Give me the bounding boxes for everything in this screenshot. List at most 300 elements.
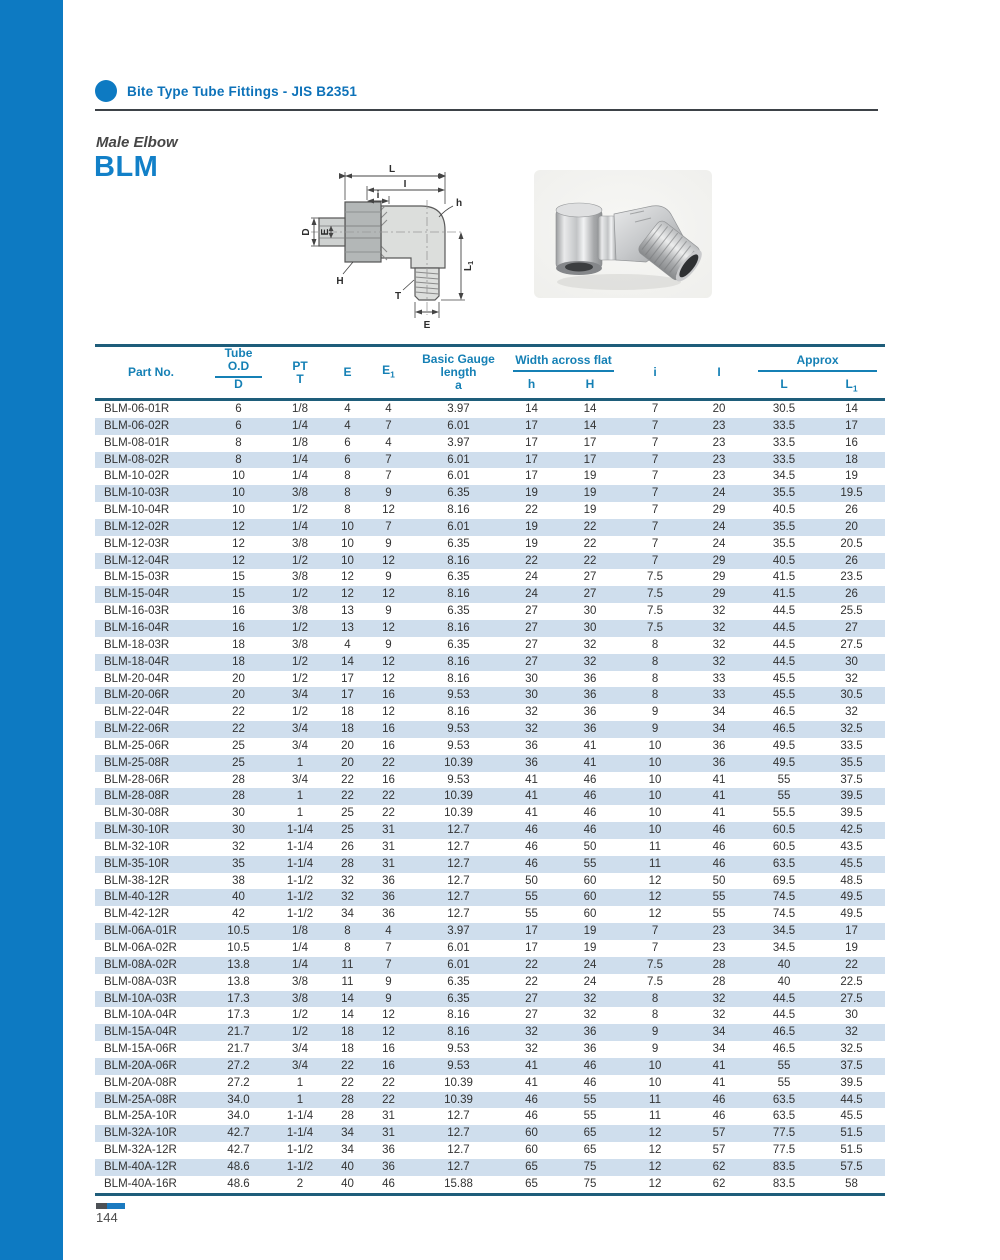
table-row xyxy=(95,805,885,822)
dimension-cell: 27 xyxy=(525,1009,538,1022)
dimension-cell: 9.53 xyxy=(447,739,470,752)
dimension-cell: 24 xyxy=(583,958,597,971)
dimension-cell: 36 xyxy=(583,723,597,736)
page-number: 144 xyxy=(96,1210,118,1225)
dimension-cell: 32 xyxy=(583,655,597,668)
dimension-cell: 12 xyxy=(341,588,354,601)
dimension-cell: 46 xyxy=(583,807,597,820)
part-no-cell: BLM-06A-01R xyxy=(104,925,177,938)
dimension-cell: 55 xyxy=(583,857,597,870)
dimension-cell: 16 xyxy=(382,1043,395,1056)
part-no-cell: BLM-15-04R xyxy=(104,588,170,601)
dim-label-H: H xyxy=(336,276,344,287)
dimension-cell: 20 xyxy=(341,739,354,752)
dimension-cell: 6.35 xyxy=(447,537,470,550)
dimension-cell: 32 xyxy=(525,1026,538,1039)
dimension-cell: 18 xyxy=(341,723,354,736)
dimension-cell: 9.53 xyxy=(447,773,470,786)
col-header-pt: PT T xyxy=(292,358,308,386)
dimension-cell: 12 xyxy=(382,1009,395,1022)
part-no-cell: BLM-10-04R xyxy=(104,504,170,517)
dimension-cell: 32.5 xyxy=(840,723,863,736)
part-no-cell: BLM-20A-08R xyxy=(104,1076,177,1089)
part-no-cell: BLM-16-03R xyxy=(104,605,170,618)
dimension-cell: 3/4 xyxy=(292,689,308,702)
dimension-cell: 42.7 xyxy=(227,1144,250,1157)
dimension-cell: 37.5 xyxy=(840,1059,863,1072)
dimension-cell: 34 xyxy=(712,706,726,719)
dimension-cell: 11 xyxy=(649,840,661,853)
dimension-cell: 30 xyxy=(845,655,858,668)
dimension-cell: 36 xyxy=(382,908,395,921)
dimension-cell: 22 xyxy=(382,790,395,803)
dimension-cell: 20 xyxy=(232,689,245,702)
dimension-cell: 6 xyxy=(235,403,242,415)
table-row xyxy=(95,889,885,906)
dimension-cell: 1-1/2 xyxy=(286,874,314,887)
dimension-cell: 55 xyxy=(777,790,791,803)
dimension-cell: 49.5 xyxy=(772,756,796,769)
dim-label-L: L xyxy=(388,164,396,175)
dimension-cell: 1-1/2 xyxy=(286,891,314,904)
dimension-cell: 1-1/2 xyxy=(286,1144,314,1157)
dimension-cell: 36 xyxy=(583,672,597,685)
dimension-cell: 22 xyxy=(525,975,538,988)
table-row xyxy=(95,873,885,890)
col-group-approx: Approx xyxy=(750,346,885,379)
dimension-cell: 3/4 xyxy=(292,773,308,786)
table-row xyxy=(95,755,885,772)
dimension-cell: 46 xyxy=(583,1059,597,1072)
dimension-cell: 83.5 xyxy=(772,1160,796,1173)
dimension-cell: 7 xyxy=(385,520,392,533)
dimension-cell: 60 xyxy=(583,891,597,904)
dimension-cell: 8 xyxy=(344,942,351,954)
dimension-cell: 28 xyxy=(232,790,245,803)
dimension-cell: 18 xyxy=(341,1043,354,1056)
brand-dot-icon xyxy=(95,80,117,102)
dimension-cell: 1/4 xyxy=(292,942,308,954)
dimension-cell: 1-1/4 xyxy=(286,1110,314,1123)
part-no-cell: BLM-28-06R xyxy=(104,773,170,786)
dimension-cell: 14 xyxy=(341,992,354,1005)
dimension-cell: 8 xyxy=(344,487,351,500)
dimension-cell: 32 xyxy=(712,621,726,634)
dimension-cell: 48.6 xyxy=(227,1160,250,1173)
table-row xyxy=(95,502,885,519)
dimension-cell: 1/2 xyxy=(292,672,308,685)
dimension-cell: 58 xyxy=(845,1177,858,1190)
dimension-cell: 32 xyxy=(232,840,245,853)
dimension-cell: 75 xyxy=(583,1160,597,1173)
dimension-cell: 65 xyxy=(525,1160,538,1173)
table-row xyxy=(95,1159,885,1176)
table-row xyxy=(95,687,885,704)
dimension-cell: 16 xyxy=(382,773,395,786)
dimension-cell: 10.5 xyxy=(227,925,250,938)
dimension-cell: 41 xyxy=(712,1076,726,1089)
dimension-cell: 12.7 xyxy=(447,874,470,887)
dimension-cell: 22 xyxy=(382,1093,395,1106)
dimension-cell: 17 xyxy=(525,453,538,466)
dimension-cell: 10 xyxy=(341,520,354,533)
dimension-cell: 17 xyxy=(525,436,538,449)
dimension-cell: 44.5 xyxy=(772,1009,796,1022)
dimension-cell: 12 xyxy=(648,1160,662,1173)
dimension-cell: 7 xyxy=(651,419,659,432)
dimension-cell: 12 xyxy=(382,554,395,567)
dimension-cell: 46.5 xyxy=(772,723,796,736)
dimension-cell: 30.5 xyxy=(840,689,863,702)
dimension-cell: 22 xyxy=(341,790,354,803)
dimension-cell: 3/8 xyxy=(292,605,308,618)
dimension-cell: 4 xyxy=(385,436,392,449)
dimension-cell: 3/8 xyxy=(292,571,308,584)
dimension-cell: 7 xyxy=(651,487,659,500)
dimension-cell: 12 xyxy=(648,908,662,921)
table-row xyxy=(95,906,885,923)
dimension-cell: 74.5 xyxy=(772,891,796,904)
dimension-cell: 36 xyxy=(583,689,597,702)
dimension-cell: 1/2 xyxy=(292,621,308,634)
dimension-cell: 21.7 xyxy=(227,1043,250,1056)
dimension-cell: 22.5 xyxy=(840,975,863,988)
dimension-cell: 62 xyxy=(712,1177,726,1190)
dimension-cell: 7.5 xyxy=(647,571,664,584)
dimension-cell: 10.39 xyxy=(444,1076,473,1089)
dimension-cell: 1-1/4 xyxy=(286,824,314,837)
dimension-cell: 46 xyxy=(525,1093,538,1106)
part-no-cell: BLM-35-10R xyxy=(104,857,170,870)
part-no-cell: BLM-40A-16R xyxy=(104,1177,177,1190)
dimension-cell: 62 xyxy=(712,1160,726,1173)
dimension-cell: 55 xyxy=(583,1110,597,1123)
page-header xyxy=(95,80,878,102)
col-header-part-no: Part No. xyxy=(127,365,174,379)
dimension-cell: 8 xyxy=(651,655,659,668)
product-photo xyxy=(534,170,712,303)
dimension-cell: 26 xyxy=(845,554,858,567)
table-row xyxy=(95,519,885,536)
dimension-cell: 9 xyxy=(651,723,659,736)
dimension-cell: 33 xyxy=(712,689,726,702)
dimension-cell: 26 xyxy=(341,840,354,853)
dimension-cell: 17 xyxy=(525,470,538,483)
dimension-cell: 43.5 xyxy=(840,840,863,853)
dimension-cell: 41 xyxy=(525,773,538,786)
dim-label-D: D xyxy=(301,228,312,236)
dimension-cell: 36 xyxy=(382,874,395,887)
part-no-cell: BLM-25A-10R xyxy=(104,1110,177,1123)
dimension-cell: 11 xyxy=(341,975,354,988)
dimension-cell: 50 xyxy=(712,874,726,887)
dimension-cell: 12 xyxy=(232,554,245,567)
dimension-cell: 28 xyxy=(712,975,726,988)
dimension-cell: 57.5 xyxy=(840,1160,863,1173)
dimension-cell: 42 xyxy=(232,908,245,921)
dimension-cell: 1/2 xyxy=(292,655,308,668)
dimension-cell: 10 xyxy=(648,807,662,820)
dimension-cell: 10 xyxy=(232,487,245,500)
dimension-cell: 3/4 xyxy=(292,1043,308,1056)
table-row xyxy=(95,1024,885,1041)
dimension-cell: 46.5 xyxy=(772,1043,796,1056)
header-divider xyxy=(95,109,878,111)
dimension-cell: 18 xyxy=(845,453,858,466)
col-header-e1: $E_1$ xyxy=(382,362,395,380)
part-no-cell: BLM-08A-02R xyxy=(104,958,177,971)
dimension-cell: 41 xyxy=(712,1059,726,1072)
dimension-cell: 50 xyxy=(583,840,597,853)
part-no-cell: BLM-40-12R xyxy=(104,891,170,904)
dimension-cell: 33.5 xyxy=(772,436,796,449)
dimension-cell: 44.5 xyxy=(840,1093,863,1106)
dimension-cell: 10.39 xyxy=(444,756,473,769)
dimension-cell: 14 xyxy=(525,403,538,415)
dimension-cell: 57 xyxy=(712,1127,726,1140)
part-no-cell: BLM-10A-03R xyxy=(104,992,177,1005)
col-group-tube-od: Tube O.D xyxy=(207,346,270,379)
dimension-cell: 8.16 xyxy=(447,1026,470,1039)
dimension-cell: 9 xyxy=(385,571,392,584)
dimension-cell: 27.2 xyxy=(227,1076,250,1089)
dimension-cell: 30.5 xyxy=(772,403,796,415)
dimension-cell: 46 xyxy=(712,824,726,837)
dimension-cell: 9 xyxy=(385,975,392,988)
part-no-cell: BLM-18-04R xyxy=(104,655,170,668)
dimension-cell: 3.97 xyxy=(447,403,470,415)
dimension-cell: 24 xyxy=(712,487,726,500)
dimension-cell: 63.5 xyxy=(772,1093,796,1106)
dimension-cell: 19 xyxy=(845,942,858,954)
dimension-cell: 12 xyxy=(382,672,395,685)
dimension-cell: 4 xyxy=(344,638,351,651)
dim-label-I: I xyxy=(403,179,407,190)
dimensions-table xyxy=(95,344,885,1196)
table-row xyxy=(95,1058,885,1075)
dimension-cell: 1/4 xyxy=(292,470,308,483)
dimension-cell: 8 xyxy=(344,470,351,483)
col-header-e: E xyxy=(343,365,352,379)
dimension-cell: 9.53 xyxy=(447,723,470,736)
dimension-cell: 22 xyxy=(382,807,395,820)
dimension-cell: 46 xyxy=(525,857,538,870)
dimension-cell: 8.16 xyxy=(447,588,470,601)
dimension-cell: 7 xyxy=(651,453,659,466)
dimension-cell: 9 xyxy=(651,1026,659,1039)
dimension-cell: 8.16 xyxy=(447,672,470,685)
dimension-cell: 1/2 xyxy=(292,1026,308,1039)
part-no-cell: BLM-10-03R xyxy=(104,487,170,500)
dimension-cell: 41 xyxy=(525,807,538,820)
dimension-cell: 7 xyxy=(651,436,659,449)
dimension-cell: 12 xyxy=(382,655,395,668)
dimension-cell: 46 xyxy=(382,1177,395,1190)
table-row xyxy=(95,1125,885,1142)
table-row xyxy=(95,991,885,1008)
dimension-cell: 10 xyxy=(232,504,245,517)
dimension-cell: 32 xyxy=(712,1009,726,1022)
table-row xyxy=(95,974,885,991)
dimension-cell: 25 xyxy=(232,756,245,769)
dimension-cell: 24 xyxy=(583,975,597,988)
dimension-cell: 23 xyxy=(712,419,726,432)
dimension-cell: 46.5 xyxy=(772,1026,796,1039)
dimension-cell: 29 xyxy=(712,504,726,517)
dimension-cell: 23 xyxy=(712,942,726,954)
part-no-cell: BLM-20A-06R xyxy=(104,1059,177,1072)
dimension-cell: 41 xyxy=(712,807,726,820)
dimension-cell: 7 xyxy=(651,403,659,415)
dimension-cell: 30 xyxy=(583,605,597,618)
dimension-cell: 22 xyxy=(583,520,597,533)
dimension-cell: 32 xyxy=(525,1043,538,1056)
dimension-cell: 25 xyxy=(341,807,354,820)
part-no-cell: BLM-28-08R xyxy=(104,790,170,803)
table-row xyxy=(95,957,885,974)
dimension-cell: 10 xyxy=(232,470,245,483)
dimension-cell: 17 xyxy=(583,453,597,466)
dimension-cell: 10.39 xyxy=(444,790,473,803)
dimension-cell: 27.5 xyxy=(840,638,863,651)
col-header-L1: $L_1$ xyxy=(845,377,858,394)
table-row xyxy=(95,435,885,452)
table-row xyxy=(95,603,885,620)
dimension-cell: 34 xyxy=(712,723,726,736)
dimension-cell: 50 xyxy=(525,874,538,887)
table-row xyxy=(95,721,885,738)
dimension-cell: 27.2 xyxy=(227,1059,250,1072)
dimension-cell: 14 xyxy=(583,403,597,415)
dimension-cell: 6.01 xyxy=(447,470,470,483)
dimension-cell: 41 xyxy=(525,1059,538,1072)
dimension-cell: 44.5 xyxy=(772,638,796,651)
dimension-cell: 31 xyxy=(382,1110,395,1123)
part-no-cell: BLM-08A-03R xyxy=(104,975,177,988)
dimension-cell: 22 xyxy=(525,554,538,567)
dim-label-L1: $L_1$ xyxy=(463,260,475,272)
dim-label-i: i xyxy=(376,190,380,201)
part-no-cell: BLM-08-01R xyxy=(104,436,170,449)
col-header-I: I xyxy=(717,365,721,379)
dimension-cell: 27 xyxy=(525,655,538,668)
dimension-cell: 11 xyxy=(649,857,661,870)
dimension-cell: 1/8 xyxy=(292,925,308,938)
dimension-cell: 36 xyxy=(712,739,726,752)
dimension-cell: 40.5 xyxy=(772,504,796,517)
dimension-cell: 7 xyxy=(385,942,392,954)
dimension-cell: 22 xyxy=(232,706,245,719)
dimension-cell: 9 xyxy=(385,537,392,550)
dimension-cell: 31 xyxy=(382,840,395,853)
dimension-cell: 1 xyxy=(296,790,304,803)
dimension-cell: 7 xyxy=(651,520,659,533)
dimension-cell: 46 xyxy=(525,824,538,837)
part-no-cell: BLM-15-03R xyxy=(104,571,170,584)
dimension-cell: 6.35 xyxy=(447,487,470,500)
dimension-cell: 33.5 xyxy=(772,419,796,432)
dimension-cell: 30 xyxy=(845,1009,858,1022)
dimension-cell: 6.01 xyxy=(447,453,470,466)
dimension-cell: 49.5 xyxy=(772,739,796,752)
dimension-cell: 15 xyxy=(232,588,245,601)
dimension-cell: 13.8 xyxy=(227,958,250,971)
dimension-cell: 32 xyxy=(583,638,597,651)
dimension-cell: 3/4 xyxy=(292,739,308,752)
dimension-cell: 12 xyxy=(382,621,395,634)
dimension-cell: 21.7 xyxy=(227,1026,250,1039)
dimension-cell: 34 xyxy=(341,1127,354,1140)
dimension-cell: 6.35 xyxy=(447,605,470,618)
dimension-cell: 9 xyxy=(385,992,392,1005)
dimension-cell: 29 xyxy=(712,554,726,567)
dimension-cell: 11 xyxy=(649,1093,661,1106)
table-row xyxy=(95,1176,885,1194)
dimension-cell: 63.5 xyxy=(772,857,796,870)
dimension-cell: 27 xyxy=(525,621,538,634)
dimension-cell: 17 xyxy=(341,689,354,702)
dimension-cell: 10 xyxy=(648,773,662,786)
dimension-cell: 40.5 xyxy=(772,554,796,567)
dimension-cell: 3/8 xyxy=(292,975,308,988)
dimension-cell: 46.5 xyxy=(772,706,796,719)
dimension-cell: 7 xyxy=(651,942,659,954)
dimension-cell: 24 xyxy=(712,537,726,550)
dimension-cell: 16 xyxy=(382,1059,395,1072)
dimension-cell: 19 xyxy=(525,537,538,550)
dimension-cell: 10 xyxy=(341,537,354,550)
dimension-cell: 12 xyxy=(232,537,245,550)
part-no-cell: BLM-42-12R xyxy=(104,908,170,921)
table-row xyxy=(95,772,885,789)
dimension-cell: 22 xyxy=(232,723,245,736)
dimension-cell: 12 xyxy=(382,1026,395,1039)
part-no-cell: BLM-32A-10R xyxy=(104,1127,177,1140)
dimension-cell: 37.5 xyxy=(840,773,863,786)
dimension-cell: 9.53 xyxy=(447,1043,470,1056)
dimension-cell: 45.5 xyxy=(840,857,863,870)
dimension-cell: 10 xyxy=(648,790,662,803)
dim-label-E: E xyxy=(320,228,331,236)
table-row xyxy=(95,536,885,553)
dimension-cell: 1-1/2 xyxy=(286,1160,314,1173)
dimension-cell: 9.53 xyxy=(447,689,470,702)
col-header-i: i xyxy=(653,365,657,379)
table-row xyxy=(95,485,885,502)
dimension-cell: 9 xyxy=(385,638,392,651)
dimension-cell: 65 xyxy=(583,1144,597,1157)
dimension-cell: 40 xyxy=(777,958,791,971)
dimension-cell: 33 xyxy=(712,672,726,685)
dimension-cell: 12.7 xyxy=(447,1110,470,1123)
dimension-cell: 1/4 xyxy=(292,520,308,533)
dimension-cell: 35.5 xyxy=(772,520,796,533)
dimension-cell: 42.7 xyxy=(227,1127,250,1140)
part-no-cell: BLM-18-03R xyxy=(104,638,170,651)
dimension-cell: 32.5 xyxy=(840,1043,863,1056)
dimension-cell: 40 xyxy=(341,1177,354,1190)
dimension-cell: 28 xyxy=(232,773,245,786)
dimension-cell: 33.5 xyxy=(772,453,796,466)
dimension-cell: 19 xyxy=(525,487,538,500)
dimension-cell: 20.5 xyxy=(840,537,863,550)
dimension-cell: 22 xyxy=(382,756,395,769)
dimension-cell: 23 xyxy=(712,925,726,938)
dimension-cell: 35.5 xyxy=(772,537,796,550)
part-no-cell: BLM-15A-06R xyxy=(104,1043,177,1056)
dimension-cell: 32 xyxy=(583,992,597,1005)
dimension-cell: 55 xyxy=(777,773,791,786)
